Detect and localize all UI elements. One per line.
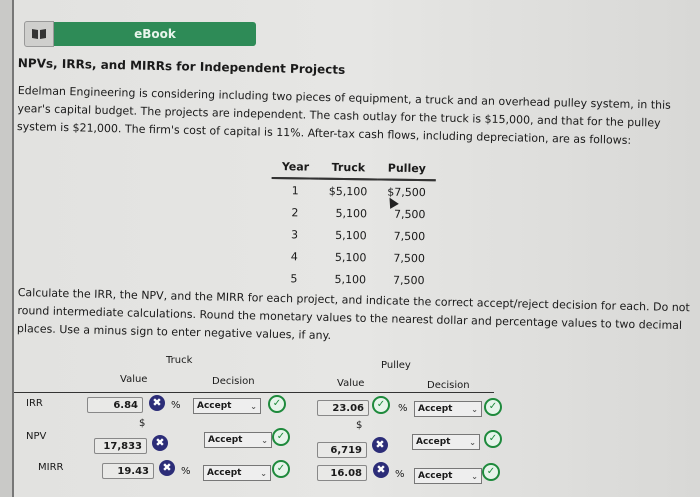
truck-value-header: Value: [120, 374, 148, 385]
cash-flow-table: [270, 158, 436, 291]
correct-icon: ✓: [482, 463, 500, 481]
percent-unit: %: [181, 466, 191, 477]
percent-unit: %: [395, 469, 405, 480]
select-value: Accept: [207, 468, 242, 478]
chevron-down-icon: ⌄: [261, 435, 268, 445]
dollar-unit: $: [139, 418, 146, 429]
pulley-decision-header: Decision: [427, 380, 470, 391]
ebook-button[interactable]: eBook: [54, 22, 256, 46]
truck-cell: 5,100: [334, 250, 367, 264]
truck-mirr-input[interactable]: 19.43: [102, 463, 154, 479]
percent-unit: %: [398, 403, 408, 414]
truck-cell: 5,100: [334, 272, 367, 286]
question-panel: [12, 0, 700, 497]
pulley-mirr-decision-select[interactable]: [414, 468, 482, 484]
select-value: Accept: [416, 437, 451, 447]
pulley-cell: $7,500: [387, 185, 426, 199]
question-title: NPVs, IRRs, and MIRRs for Independent Projects: [17, 56, 346, 77]
answer-grid: [14, 352, 700, 497]
table-row: [271, 178, 436, 203]
pulley-irr-decision-select[interactable]: [414, 401, 482, 417]
correct-icon: ✓: [268, 395, 286, 413]
mirr-label: MIRR: [38, 462, 64, 473]
pulley-cell: 7,500: [392, 273, 425, 287]
pulley-mirr-input[interactable]: 16.08: [317, 465, 367, 481]
header-divider: [14, 392, 494, 393]
year-cell: 4: [290, 249, 298, 263]
pulley-cell: 7,500: [393, 207, 426, 221]
chevron-down-icon: ⌄: [471, 471, 478, 481]
truck-mirr-decision-select[interactable]: [203, 465, 271, 481]
table-row: [271, 223, 436, 247]
select-value: Accept: [418, 471, 453, 481]
correct-icon: ✓: [272, 428, 290, 446]
correct-icon: ✓: [484, 430, 502, 448]
correct-icon: ✓: [272, 460, 290, 478]
chevron-down-icon: ⌄: [471, 404, 478, 414]
incorrect-icon: ✖: [373, 462, 389, 478]
irr-label: IRR: [26, 398, 43, 409]
npv-label: NPV: [26, 431, 47, 442]
table-row: [270, 245, 435, 269]
correct-icon: ✓: [484, 398, 502, 416]
year-cell: 5: [290, 271, 298, 285]
truck-irr-input[interactable]: 6.84: [87, 397, 143, 413]
pulley-irr-input[interactable]: 23.06: [317, 400, 369, 416]
incorrect-icon: ✖: [372, 437, 388, 453]
percent-unit: %: [171, 400, 181, 411]
question-intro: Edelman Engineering is considering including two pieces of equipment, a truck and an overhead pulley system, in this year's capital budget. The projects are independent. The cash outlay for the truck is $15,000, and that for the pulley system is $21,000. The firm's cost of capital is 11%. After-tax cash flows, including depreciation, are as follows:: [16, 83, 672, 147]
truck-cell: 5,100: [335, 206, 368, 220]
pulley-cell: 7,500: [393, 251, 425, 265]
pulley-cell: 7,500: [393, 229, 426, 243]
pulley-npv-decision-select[interactable]: [412, 434, 480, 450]
pulley-value-header: Value: [337, 378, 365, 389]
truck-header: Truck: [166, 355, 193, 366]
year-cell: 1: [291, 183, 299, 197]
table-row: [271, 201, 436, 225]
pulley-header: Pulley: [381, 360, 411, 371]
select-value: Accept: [418, 404, 453, 414]
pulley-npv-input[interactable]: 6,719: [317, 442, 367, 458]
col-header-pulley: Pulley: [377, 159, 436, 180]
window-left-edge: [0, 0, 12, 497]
ebook-bar[interactable]: [24, 22, 256, 46]
col-header-year: Year: [272, 158, 320, 179]
book-icon[interactable]: [24, 21, 54, 47]
truck-npv-input[interactable]: 17,833: [94, 438, 147, 454]
truck-decision-header: Decision: [212, 376, 255, 387]
chevron-down-icon: ⌄: [260, 468, 267, 478]
chevron-down-icon: ⌄: [469, 437, 476, 447]
dollar-unit: $: [356, 420, 363, 431]
incorrect-icon: ✖: [149, 395, 165, 411]
table-row: [270, 267, 435, 291]
truck-irr-decision-select[interactable]: [193, 398, 261, 414]
year-cell: 2: [291, 205, 299, 219]
year-cell: 3: [290, 227, 299, 241]
chevron-down-icon: ⌄: [250, 401, 257, 411]
incorrect-icon: ✖: [159, 460, 175, 476]
col-header-truck: Truck: [319, 159, 378, 180]
truck-cell: 5,100: [335, 228, 367, 242]
correct-icon: ✓: [372, 396, 390, 414]
truck-cell: $5,100: [328, 184, 368, 198]
instructions: Calculate the IRR, the NPV, and the MIRR for each project, and indicate the correct accept/reject decision for each. Do not round intermediate calculations. Round the monetary values to the nearest dollar and percentage values to two decimal places. Use a minus sign to enter negative values, if any.: [16, 285, 690, 343]
select-value: Accept: [197, 401, 232, 411]
select-value: Accept: [208, 435, 243, 445]
truck-npv-decision-select[interactable]: [204, 432, 272, 448]
incorrect-icon: ✖: [152, 435, 168, 451]
